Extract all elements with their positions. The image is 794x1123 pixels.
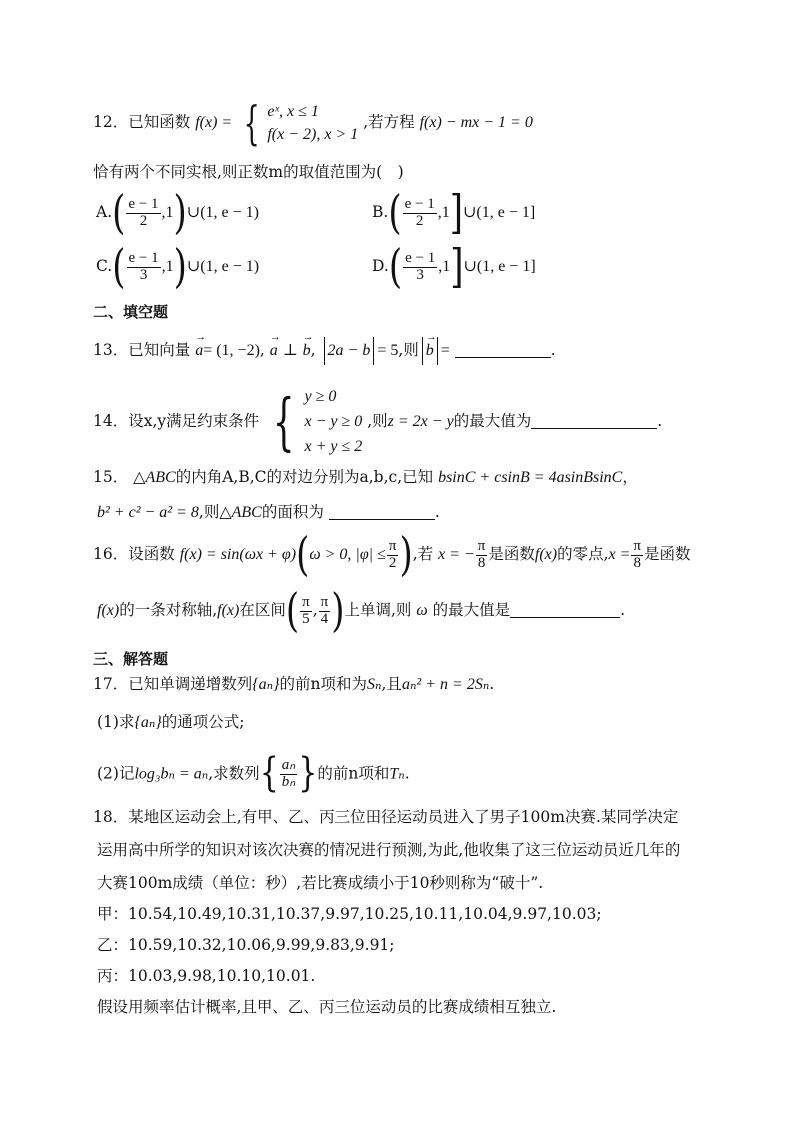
q12-lead: 已知函数 (128, 113, 191, 132)
q16-zero-text: 是函数 (488, 545, 535, 563)
q15-number: 15． (93, 468, 129, 486)
q16-axis-text: 是函数 (644, 545, 691, 563)
q17-part2: (2)记log₃bₙ = aₙ,求数列{ $\frac{\text{aₙ}}{\text{bₙ}}$ }的前n项和Tₙ. (97, 749, 410, 798)
q18-line1 (93, 810, 678, 826)
frac-denominator: 3 (416, 266, 424, 283)
option-label: C. (96, 257, 113, 275)
q16-zero-text2: 的零点, (557, 545, 609, 563)
q14-constraint-3: x + y ≤ 2 (304, 437, 363, 455)
section-fill-in-heading: 二、填空题 (93, 303, 169, 321)
q13-magnitude-expr: 2a − b (327, 342, 371, 359)
option-label: A. (96, 203, 113, 221)
q13-eqb: = (440, 342, 450, 359)
q12-equation: f(x) − mx − 1 = 0 (419, 114, 533, 132)
q16-line2c: 上单调,则 (344, 601, 412, 619)
frac-numerator: π (320, 593, 329, 610)
frac-denominator: 8 (633, 554, 641, 571)
frac-numerator: e − 1 (404, 195, 435, 212)
q12-brace: { (243, 96, 260, 151)
q12-number: 12． (93, 113, 129, 132)
option-tail: ,1 (437, 204, 450, 221)
frac-denominator: 2 (139, 212, 148, 229)
frac-numerator: e − 1 (128, 249, 159, 266)
q17-part2-c: 的前n项和 (317, 764, 390, 783)
q16-fx: f(x) (217, 602, 240, 619)
option-tail: ,1 (438, 258, 451, 275)
q15-text1: 的内角A,B,C的对边分别为a,b,c,已知 (175, 468, 434, 486)
q17-part1-a: (1)求 (97, 713, 135, 731)
q16-function: f(x) = sin(ωx + φ) (179, 546, 297, 563)
q14-lead: 设x,y满足约束条件 (128, 412, 260, 431)
q18-data-jia: 甲：10.54,10.49,10.31,10.37,9.97,10.25,10.11,10.04,9.97,10.03; (97, 905, 602, 923)
q16-condition: ω > 0, |φ| ≤ (309, 546, 386, 563)
frac-numerator: π (302, 593, 310, 610)
q18-line3: 大赛100m成绩（单位：秒）,若比赛成绩小于10秒则称为“破十”. (97, 874, 544, 892)
frac-denominator: 5 (302, 610, 310, 627)
q16-line2b: 在区间 (239, 601, 286, 619)
q16-fx: f(x) (97, 602, 120, 619)
q12-case1: eˣ, x ≤ 1 (267, 103, 319, 120)
vector-b: → b (426, 343, 434, 359)
q17-number: 17． (93, 675, 129, 693)
q13-then: ,则 (398, 341, 419, 359)
q15-line2: b² + c² − a² = 8,则△ABC的面积为 . (97, 503, 440, 521)
q12-case2: f(x − 2), x > 1 (267, 126, 359, 144)
q16-if: ,若 (412, 545, 434, 563)
q14-objective: z = 2x − y (387, 413, 454, 431)
q16-x2: x = (608, 546, 631, 563)
q12-cases (267, 100, 358, 146)
q17-part2-d: . (404, 764, 410, 783)
q15-text3: 的面积为 (261, 503, 324, 521)
frac-denominator: 2 (388, 554, 397, 571)
vector-b: → b (303, 343, 311, 359)
q13-eq5: = 5 (377, 342, 399, 359)
q13-a-value: = (1, −2) (203, 342, 260, 359)
frac-denominator: 4 (320, 610, 329, 627)
option-rest: ∪(1, e − 1) (186, 258, 260, 275)
frac-numerator: π (477, 537, 486, 554)
q12-cond: ,若方程 (363, 113, 415, 132)
q17-part1 (97, 715, 244, 731)
q13-stem: 13．已知向量 → a= (1, −2), → a ⊥ → b, 2a − b = 5,则→ b = . (93, 337, 556, 365)
q17-dot: . (489, 675, 495, 693)
q13-lead: 已知向量 (128, 341, 191, 359)
q13-perp: ⊥ (282, 342, 298, 359)
q16-fx: f(x) (534, 546, 558, 563)
q12-line2: 恰有两个不同实根,则正数m的取值范围为( ) (93, 163, 404, 181)
q17-sequence: {aₙ} (134, 714, 162, 731)
q16-line2d: 的最大值是 (432, 601, 511, 619)
q16-lead: 设函数 (128, 545, 175, 563)
frac-numerator: π (633, 537, 641, 554)
frac-numerator: e − 1 (128, 195, 159, 212)
q14-stem: 14．设x,y满足约束条件 { y ≥ 0 x − y ≥ 0 x + y ≤ 2 ,则z = 2x − y的最大值为 . (93, 385, 663, 459)
frac-denominator: bₙ (281, 773, 296, 790)
q12-option-a[interactable]: A.( $\frac{e - 1}{2}$ ,1)∪(1, e − 1) (96, 186, 259, 240)
vector-a: → a (195, 343, 203, 359)
q13-number: 13． (93, 341, 129, 359)
q15-answer-blank[interactable] (329, 503, 435, 520)
q14-then: ,则 (367, 412, 388, 431)
q17-cond: ,且 (381, 675, 402, 693)
q16-line2a: 的一条对称轴, (119, 601, 218, 619)
q12-option-d[interactable]: D.( $\frac{e - 1}{3}$ ,1]∪(1, e − 1] (372, 240, 536, 294)
q13-answer-blank[interactable] (455, 341, 551, 358)
q12-stem (93, 96, 533, 151)
q15-text2: ,则 (198, 503, 220, 521)
section-solution-heading: 三、解答题 (93, 650, 169, 668)
option-tail: ,1 (161, 258, 174, 275)
q15-triangle: △ABC (133, 469, 176, 486)
frac-denominator: 2 (415, 212, 424, 229)
q15-comma: ， (622, 468, 638, 486)
q16-number: 16． (93, 545, 129, 563)
q18-data-yi: 乙：10.59,10.32,10.06,9.99,9.83,9.91; (97, 936, 395, 954)
q17-part2-b: ,求数列 (208, 764, 260, 783)
q18-line4: 假设用频率估计概率,且甲、乙、丙三位运动员的比赛成绩相互独立. (97, 998, 557, 1016)
q14-brace: { (272, 385, 295, 459)
option-label: B. (372, 203, 389, 221)
q17-stem (93, 677, 494, 693)
option-tail: ,1 (161, 204, 174, 221)
q16-answer-blank[interactable] (510, 601, 620, 618)
option-rest: ∪(1, e − 1] (463, 258, 536, 275)
q14-tail: 的最大值为 (453, 412, 532, 431)
q14-constraint-2: x − y ≥ 0 (304, 412, 363, 430)
q15-line1 (93, 470, 638, 486)
q16-x1: x = − (438, 546, 475, 563)
q12-option-b[interactable]: B.( $\frac{e - 1}{2}$ ,1]∪(1, e − 1] (372, 186, 536, 240)
q18-number: 18． (93, 808, 129, 826)
q17-tn: Tₙ (389, 765, 405, 783)
q15-triangle2: △ABC (219, 504, 262, 521)
q14-number: 14． (93, 412, 129, 431)
option-rest: ∪(1, e − 1) (186, 204, 259, 221)
vector-a: → a (270, 343, 278, 359)
option-rest: ∪(1, e − 1] (462, 204, 536, 221)
q17-equation: aₙ² + n = 2Sₙ (401, 676, 490, 693)
q16-omega: ω (416, 602, 428, 619)
q14-constraints (305, 385, 363, 459)
q14-constraint-1: y ≥ 0 (304, 388, 337, 405)
q15-equation1: bsinC + csinB = 4asinBsinC (438, 469, 623, 486)
q14-answer-blank[interactable] (531, 412, 657, 429)
frac-numerator: aₙ (281, 757, 296, 773)
q17-lead: 已知单调递增数列 (128, 675, 253, 693)
q18-line2: 运用高中所学的知识对该次决赛的情况进行预测,为此,他收集了这三位运动员近几年的 (97, 841, 681, 859)
option-label: D. (372, 257, 389, 275)
q17-mid: 的前n项和为 (279, 675, 368, 693)
frac-denominator: 8 (477, 554, 486, 571)
q18-text1: 某地区运动会上,有甲、乙、丙三位田径运动员进入了男子100m决赛.某同学决定 (128, 808, 679, 826)
q12-option-c[interactable]: C.( $\frac{e - 1}{3}$ ,1)∪(1, e − 1) (96, 240, 260, 294)
q17-log-equation: log₃bₙ = aₙ (134, 765, 209, 783)
q17-sn: Sₙ (367, 676, 382, 693)
frac-denominator: 3 (139, 266, 148, 283)
q17-part2-a: (2)记 (97, 764, 135, 783)
q12-func: f(x) = (195, 114, 233, 132)
frac-numerator: π (388, 537, 397, 554)
q16-line2: f(x)的一条对称轴,f(x)在区间( $\frac{\pi}{5}$ , $\frac{\pi}{4}$ )上单调,则 ω 的最大值是 . (97, 584, 626, 638)
q16-line1: 16．设函数 f(x) = sin(ωx + φ)(ω > 0, |φ| ≤ $\frac{\pi}{2}$ ),若 x = − $\frac{\pi}{8}$ 是函数f(x)的零点,x = $\frac{\pi}{8}$ 是函数 (93, 528, 691, 582)
frac-numerator: e − 1 (405, 249, 436, 266)
q18-data-bing: 丙：10.03,9.98,10.10,10.01. (97, 967, 316, 985)
q17-part1-b: 的通项公式; (161, 713, 245, 731)
q15-equation2: b² + c² − a² = 8 (97, 504, 199, 521)
q17-sequence: {aₙ} (252, 676, 280, 693)
